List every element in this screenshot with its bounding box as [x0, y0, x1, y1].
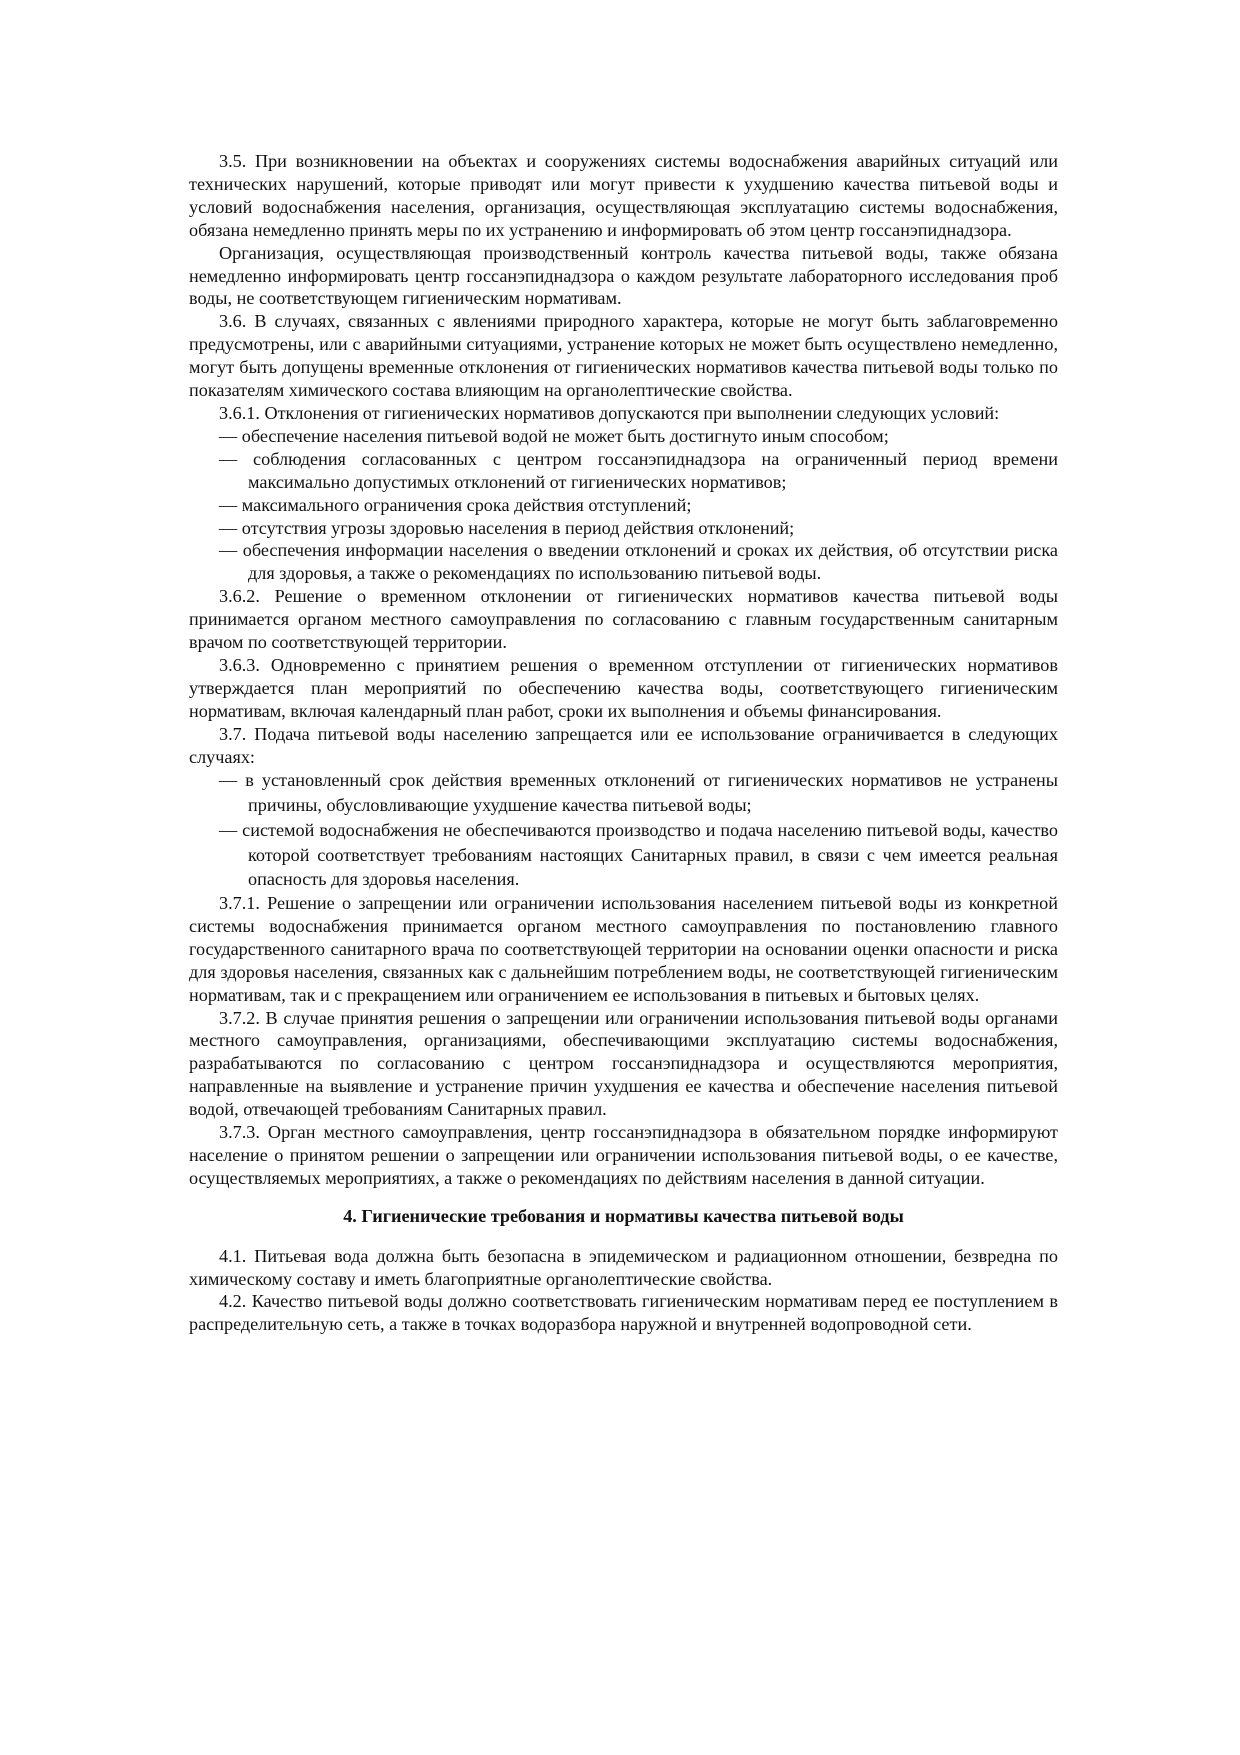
prohibition-cases-list	[189, 768, 1058, 892]
list-item: — обеспечение населения питьевой водой не может быть достигнуто иным способом;	[219, 425, 889, 446]
paragraph-3-5-organization: Организация, осуществляющая производственный контроль качества питьевой воды, также обязана немедленно информировать центр госсанэпиднадзора о каждом результате лабораторного исследования проб воды, не соответствующем гигиеническим нормативам.	[189, 242, 1058, 309]
paragraph-4-1: 4.1. Питьевая вода должна быть безопасна в эпидемическом и радиационном отношении, безвредна по химическому составу и иметь благоприятные органолептические свойства.	[189, 1245, 1058, 1289]
list-item: — соблюдения согласованных с центром госсанэпиднадзора на ограниченный период времени максимально допустимых отклонений от гигиенических нормативов;	[219, 448, 1058, 492]
paragraph-3-7: 3.7. Подача питьевой воды населению запрещается или ее использование ограничивается в следующих случаях:	[189, 723, 1058, 767]
section-heading: 4. Гигиенические требования и нормативы качества питьевой воды	[343, 1205, 904, 1226]
list-item: — в установленный срок действия временных отклонений от гигиенических нормативов не устранены причины, обусловливающие ухудшение качества питьевой воды;	[219, 770, 1058, 816]
paragraph-4-2: 4.2. Качество питьевой воды должно соответствовать гигиеническим нормативам перед ее поступлением в распределительную сеть, а также в точках водоразбора наружной и внутренней водопроводной сети.	[189, 1291, 1058, 1335]
list-item: — системой водоснабжения не обеспечиваются производство и подача населению питьевой воды, качество которой соответствует требованиям настоящих Санитарных правил, в связи с чем имеется реальная опасность для здоровья населения.	[219, 819, 1058, 890]
list-item: — обеспечения информации населения о введении отклонений и сроках их действия, об отсутствии риска для здоровья, а также о рекомендациях по использованию питьевой воды.	[219, 540, 1058, 584]
paragraph-3-7-3: 3.7.3. Орган местного самоуправления, центр госсанэпиднадзора в обязательном порядке информируют население о принятом решении о запрещении или ограничении использования питьевой воды, о ее качестве, осуществляемых мероприятиях, а также о рекомендациях по действиям населения в данной ситуации.	[189, 1122, 1058, 1188]
list-item: — отсутствия угрозы здоровью населения в период действия отклонений;	[219, 517, 795, 538]
conditions-list	[189, 425, 1058, 585]
paragraph-3-6-3: 3.6.3. Одновременно с принятием решения о временном отступлении от гигиенических нормативов утверждается план мероприятий по обеспечению качества воды, соответствующего гигиеническим нормативам, включая календарный план работ, сроки их выполнения и объемы финансирования.	[189, 654, 1058, 721]
paragraph-3-7-1: 3.7.1. Решение о запрещении или ограничении использования населением питьевой воды из конкретной системы водоснабжения принимается органом местного самоуправления по постановлению главного государственного санитарного врача по соответствующей территории на основании оценки опасности и риска для здоровья населения, связанных как с дальнейшим потреблением воды, не соответствующей гигиеническим нормативам, так и с прекращением или ограничением ее использования в питьевых и бытовых целях.	[189, 892, 1058, 1005]
list-item: — максимального ограничения срока действия отступлений;	[219, 494, 692, 515]
paragraph-3-7-2: 3.7.2. В случае принятия решения о запрещении или ограничении использования питьевой воды органами местного самоуправления, организациями, обеспечивающими эксплуатацию системы водоснабжения, разрабатываются по согласованию с центром госсанэпиднадзора и осуществляются мероприятия, направленные на выявление и устранение причин ухудшения ее качества и обеспечение населения питьевой водой, отвечающей требованиям Санитарных правил.	[189, 1007, 1058, 1120]
paragraph-3-6: 3.6. В случаях, связанных с явлениями природного характера, которые не могут быть заблаговременно предусмотрены, или с аварийными ситуациями, устранение которых не может быть осуществлено немедленно, могут быть допущены временные отклонения от гигиенических нормативов качества питьевой воды только по показателям химического состава влияющим на органолептические свойства.	[189, 311, 1058, 401]
paragraph-3-5: 3.5. При возникновении на объектах и сооружениях системы водоснабжения аварийных ситуаций или технических нарушений, которые приводят или могут привести к ухудшению качества питьевой воды и условий водоснабжения населения, организация, осуществляющая эксплуатацию системы водоснабжения, обязана немедленно принять меры по их устранению и информировать об этом центр госсанэпиднадзора.	[189, 151, 1058, 240]
document-page	[189, 150, 1058, 1336]
paragraph-3-6-1: 3.6.1. Отклонения от гигиенических нормативов допускаются при выполнении следующих условий:	[219, 402, 1000, 423]
paragraph-3-6-2: 3.6.2. Решение о временном отклонении от гигиенических нормативов качества питьевой воды принимается органом местного самоуправления по согласованию с главным государственным санитарным врачом по соответствующей территории.	[189, 586, 1058, 653]
